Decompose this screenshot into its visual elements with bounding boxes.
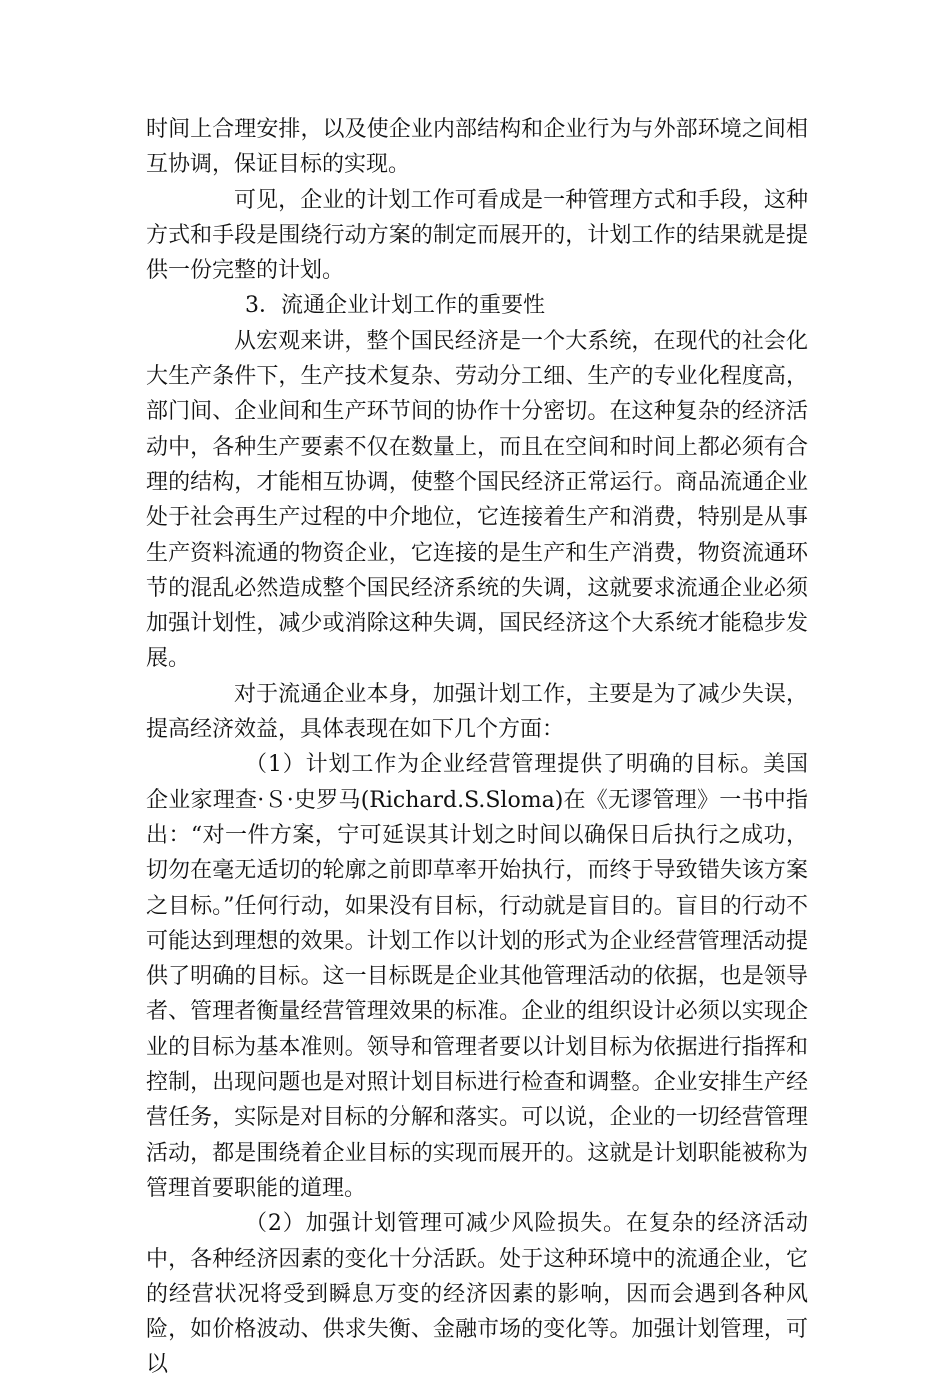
paragraph-item-1: （1）计划工作为企业经营管理提供了明确的目标。美国企业家理查·Ｓ·史罗马(Richard.S.Sloma)在《无谬管理》一书中指出：“对一件方案，宁可延误其计划之时间以确保日后执行之成功，切勿在毫无适切的轮廓之前即草率开始执行，而终于导致错失该方案之目标。”任何行动，如果没有目标，行动就是盲目的。盲目的行动不可能达到理想的效果。计划工作以计划的形式为企业经营管理活动提供了明确的目标。这一目标既是企业其他管理活动的依据，也是领导者、管理者衡量经营管理效果的标准。企业的组织设计必须以实现企业的目标为基本准则。领导和管理者要以计划目标为依据进行指挥和控制，出现问题也是对照计划目标进行检查和调整。企业安排生产经营任务，实际是对目标的分解和落实。可以说，企业的一切经营管理活动，都是围绕着企业目标的实现而展开的。这就是计划职能被称为管理首要职能的道理。 [146,752,808,1201]
paragraph-macro: 从宏观来讲，整个国民经济是一个大系统，在现代的社会化大生产条件下，生产技术复杂、劳动分工细、生产的专业化程度高，部门间、企业间和生产环节间的协作十分密切。在这种复杂的经济活动中，各种生产要素不仅在数量上，而且在空间和时间上都必须有合理的结构，才能相互协调，使整个国民经济正常运行。商品流通企业处于社会再生产过程的中介地位，它连接着生产和消费，特别是从事生产资料流通的物资企业，它连接的是生产和生产消费，物资流通环节的混乱必然造成整个国民经济系统的失调，这就要求流通企业必须加强计划性，减少或消除这种失调，国民经济这个大系统才能稳步发展。 [146,328,808,672]
paragraph-plan-definition: 可见，企业的计划工作可看成是一种管理方式和手段，这种方式和手段是围绕行动方案的制定而展开的，计划工作的结果就是提供一份完整的计划。 [146,187,808,284]
paragraph-enterprise: 对于流通企业本身，加强计划工作，主要是为了减少失误，提高经济效益，具体表现在如下几个方面： [146,681,808,743]
body-text [146,112,808,1383]
paragraph-continuation: 时间上合理安排，以及使企业内部结构和企业行为与外部环境之间相互协调，保证目标的实现。 [146,117,808,178]
paragraph-item-2: （2）加强计划管理可减少风险损失。在复杂的经济活动中，各种经济因素的变化十分活跃。处于这种环境中的流通企业，它的经营状况将受到瞬息万变的经济因素的影响，因而会遇到各种风险，如价格波动、供求失衡、金融市场的变化等。加强计划管理，可以 [146,1211,808,1378]
section-heading: 3．流通企业计划工作的重要性 [245,293,545,319]
